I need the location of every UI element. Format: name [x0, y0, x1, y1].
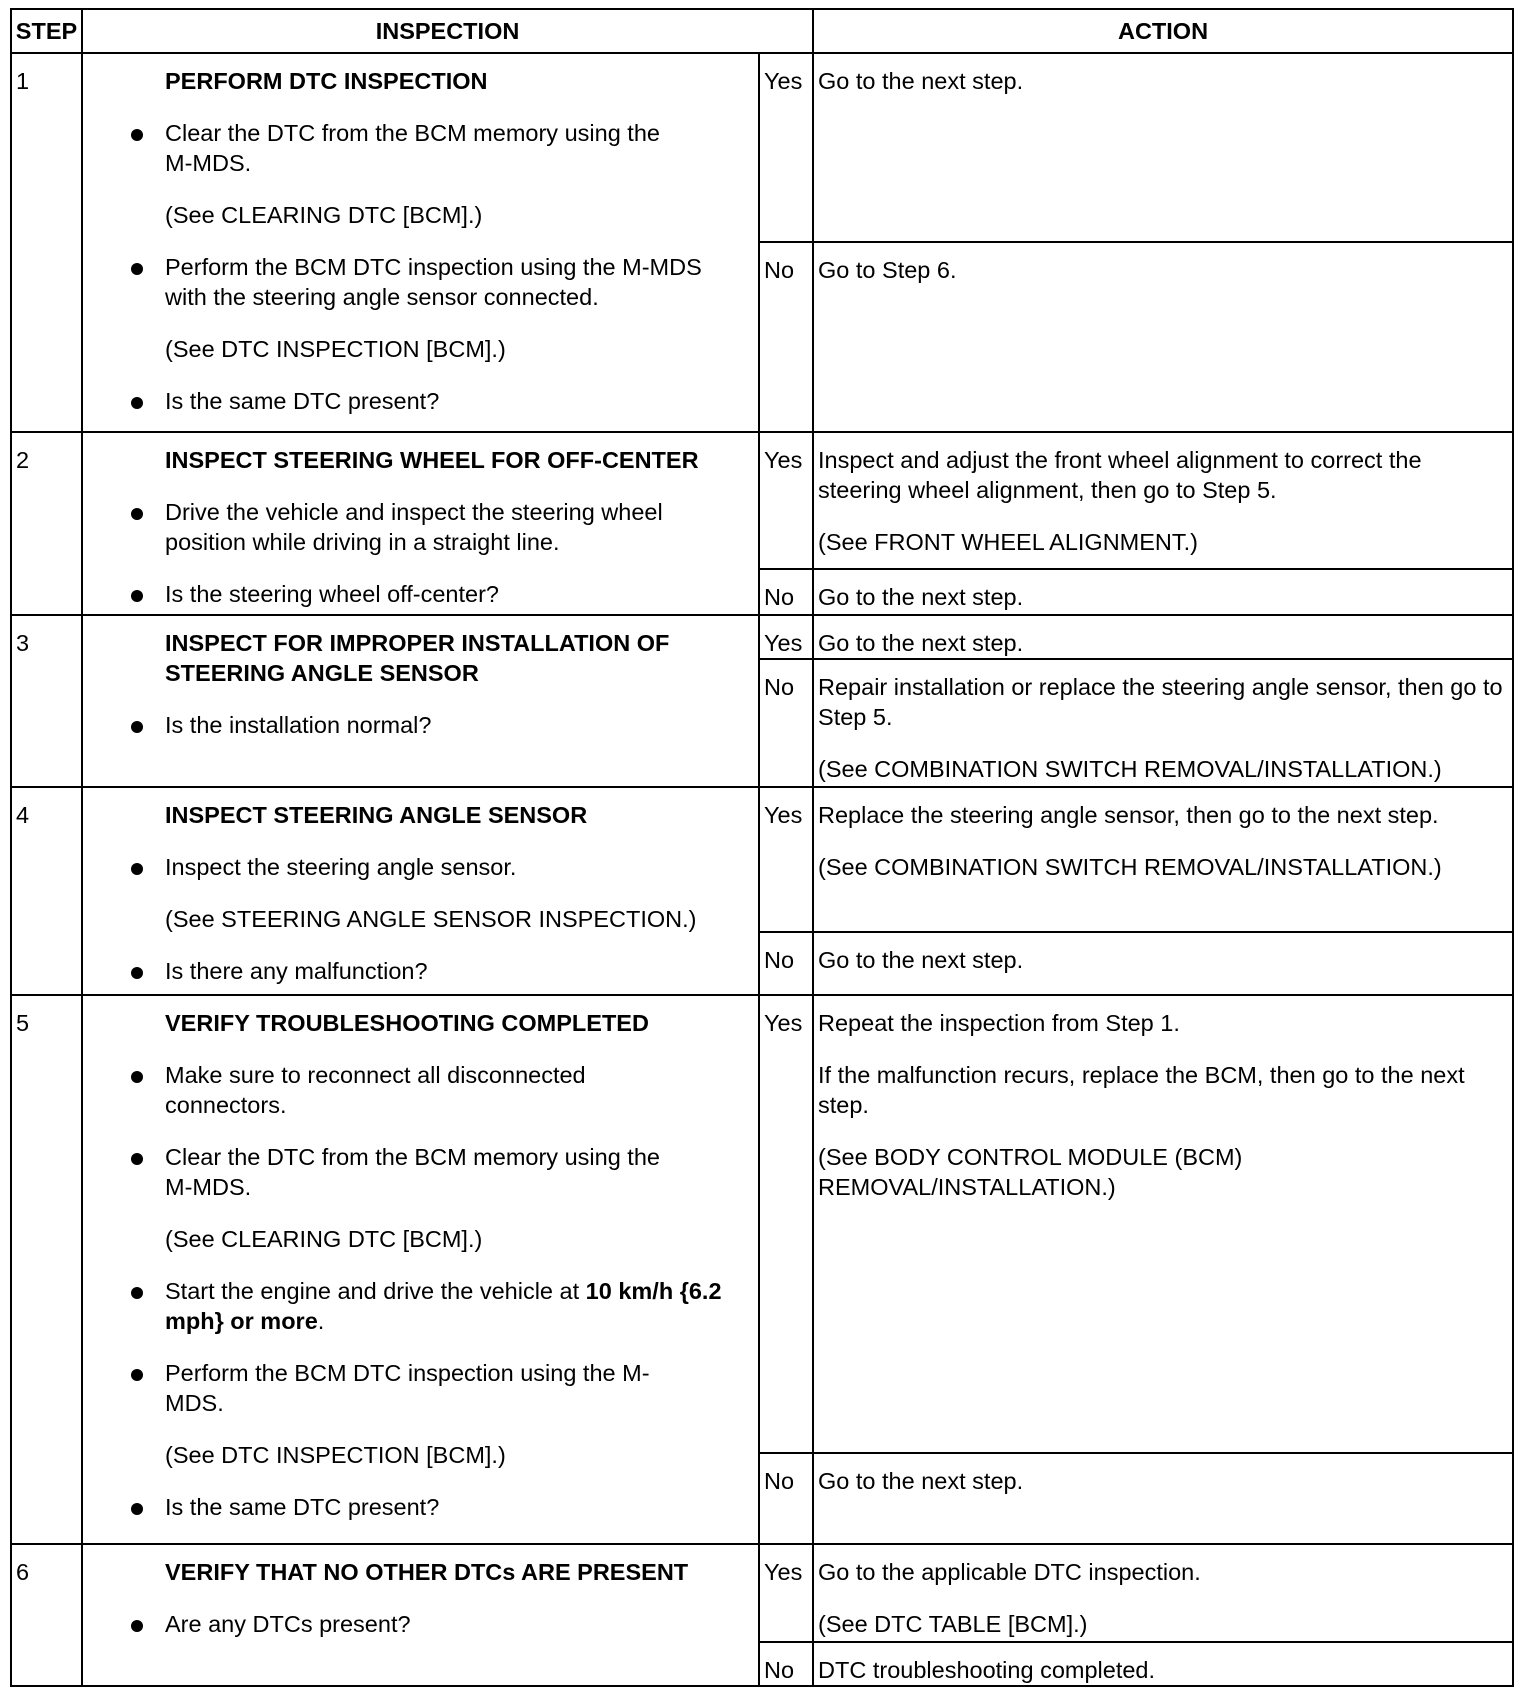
no-action: Repair installation or replace the steering angle sensor, then go to Step 5. — [818, 674, 1503, 730]
bullet-item: Is the same DTC present? — [83, 386, 758, 416]
bullet-item: Drive the vehicle and inspect the steering wheel position while driving in a straight line. — [83, 497, 758, 557]
yes-action: Go to the next step. — [813, 615, 1513, 659]
reference-note: (See COMBINATION SWITCH REMOVAL/INSTALLATION.) — [818, 854, 1442, 880]
inspection-title: VERIFY TROUBLESHOOTING COMPLETED — [165, 1010, 649, 1036]
no-action: Go to the next step. — [813, 1453, 1513, 1544]
bullet-item: Is the installation normal? — [83, 710, 758, 740]
header-step: STEP — [11, 9, 82, 53]
yes-action: Go to the next step. — [813, 53, 1513, 242]
table-header-row — [11, 9, 1513, 53]
inspection-cell — [82, 53, 759, 432]
yes-action-cell — [813, 1544, 1513, 1642]
yes-action: Replace the steering angle sensor, then go to the next step. — [818, 802, 1439, 828]
yes-action: Go to the applicable DTC inspection. — [818, 1559, 1201, 1585]
yes-action-cell — [813, 787, 1513, 932]
no-label: No — [759, 659, 813, 787]
table-row — [11, 432, 1513, 569]
troubleshooting-table — [10, 8, 1514, 1687]
no-label: No — [759, 1453, 813, 1544]
reference-note: (See STEERING ANGLE SENSOR INSPECTION.) — [165, 906, 697, 932]
bullet-item: Clear the DTC from the BCM memory using the M-MDS. — [83, 118, 758, 178]
yes-action: Inspect and adjust the front wheel alignment to correct the steering wheel alignment, then go to Step 5. — [818, 447, 1422, 503]
step-number: 1 — [11, 53, 82, 432]
bullet-item: Are any DTCs present? — [83, 1609, 758, 1639]
inspection-cell — [82, 432, 759, 615]
bullet-item: Perform the BCM DTC inspection using the M-MDS with the steering angle sensor connected. — [83, 252, 758, 312]
inspection-title: INSPECT STEERING ANGLE SENSOR — [165, 802, 588, 828]
yes-label: Yes — [759, 53, 813, 242]
inspection-title: PERFORM DTC INSPECTION — [165, 68, 488, 94]
reference-note: (See BODY CONTROL MODULE (BCM) REMOVAL/INSTALLATION.) — [818, 1144, 1243, 1200]
table-row — [11, 615, 1513, 659]
no-label: No — [759, 1642, 813, 1686]
yes-action-cell — [813, 995, 1513, 1453]
inspection-title: INSPECT STEERING WHEEL FOR OFF-CENTER — [165, 447, 699, 473]
bullet-text: Start the engine and drive the vehicle at — [165, 1278, 586, 1304]
no-action-cell — [813, 659, 1513, 787]
bullet-item: Is the same DTC present? — [83, 1492, 758, 1522]
no-action: Go to the next step. — [813, 569, 1513, 615]
no-action: Go to the next step. — [813, 932, 1513, 995]
bullet-item: Is the steering wheel off-center? — [83, 579, 758, 609]
inspection-cell — [82, 615, 759, 787]
bullet-item — [83, 1276, 758, 1336]
bullet-item: Inspect the steering angle sensor. — [83, 852, 758, 882]
inspection-title: VERIFY THAT NO OTHER DTCs ARE PRESENT — [165, 1559, 689, 1585]
reference-note: (See CLEARING DTC [BCM].) — [165, 202, 483, 228]
bullet-item: Make sure to reconnect all disconnected connectors. — [83, 1060, 758, 1120]
bullet-text: . — [317, 1308, 325, 1334]
yes-label: Yes — [759, 1544, 813, 1642]
bullet-item: Is there any malfunction? — [83, 956, 758, 986]
no-label: No — [759, 932, 813, 995]
no-action: Go to Step 6. — [813, 242, 1513, 432]
no-label: No — [759, 569, 813, 615]
step-number: 5 — [11, 995, 82, 1544]
table-row — [11, 787, 1513, 932]
no-action: DTC troubleshooting completed. — [813, 1642, 1513, 1686]
yes-action-secondary: If the malfunction recurs, replace the BCM, then go to the next step. — [818, 1062, 1465, 1118]
inspection-cell — [82, 995, 759, 1544]
step-number: 4 — [11, 787, 82, 995]
reference-note: (See FRONT WHEEL ALIGNMENT.) — [818, 529, 1198, 555]
speed-value: 10 km/h {6.2 mph} or more — [165, 1278, 722, 1334]
table-row — [11, 1544, 1513, 1642]
yes-label: Yes — [759, 615, 813, 659]
yes-action: Repeat the inspection from Step 1. — [818, 1010, 1180, 1036]
header-action: ACTION — [813, 9, 1513, 53]
reference-note: (See CLEARING DTC [BCM].) — [165, 1226, 483, 1252]
step-number: 2 — [11, 432, 82, 615]
yes-label: Yes — [759, 432, 813, 569]
yes-action-cell — [813, 432, 1513, 569]
table-row — [11, 995, 1513, 1453]
bullet-item: Perform the BCM DTC inspection using the M-MDS. — [83, 1358, 758, 1418]
yes-label: Yes — [759, 995, 813, 1453]
reference-note: (See DTC INSPECTION [BCM].) — [165, 1442, 506, 1468]
reference-note: (See DTC TABLE [BCM].) — [818, 1611, 1088, 1637]
inspection-cell — [82, 1544, 759, 1686]
step-number: 6 — [11, 1544, 82, 1686]
table-row — [11, 53, 1513, 242]
bullet-item: Clear the DTC from the BCM memory using the M-MDS. — [83, 1142, 758, 1202]
reference-note: (See DTC INSPECTION [BCM].) — [165, 336, 506, 362]
header-inspection: INSPECTION — [82, 9, 813, 53]
inspection-cell — [82, 787, 759, 995]
step-number: 3 — [11, 615, 82, 787]
yes-label: Yes — [759, 787, 813, 932]
inspection-title: INSPECT FOR IMPROPER INSTALLATION OF STEERING ANGLE SENSOR — [165, 630, 670, 686]
reference-note: (See COMBINATION SWITCH REMOVAL/INSTALLATION.) — [818, 756, 1442, 782]
no-label: No — [759, 242, 813, 432]
